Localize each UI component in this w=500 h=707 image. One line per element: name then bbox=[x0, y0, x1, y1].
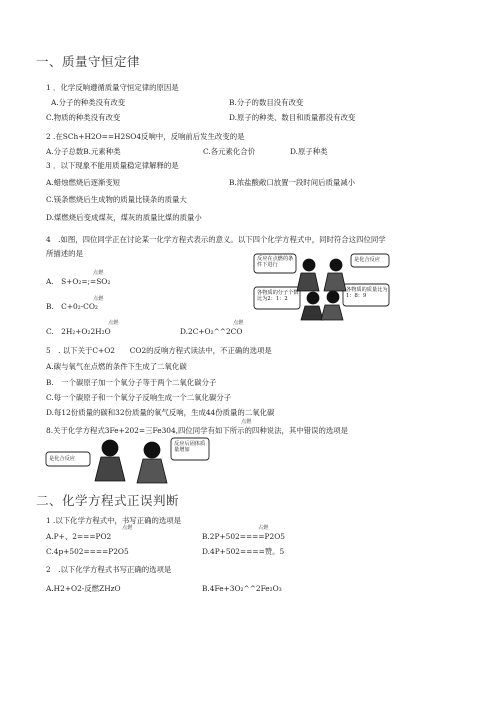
section-heading-2: 二、化学方程式正误判断 bbox=[36, 493, 180, 508]
q1-stem: 1 ．化学反响遵循质量守恒定律的原因是 bbox=[46, 83, 179, 92]
q4-a-condition: 点燃 bbox=[93, 270, 104, 276]
q4-option-a: A. S+O₂=;=SO₂ bbox=[46, 277, 111, 286]
q8-discussion-illustration bbox=[44, 436, 212, 488]
q1-option-a: A.分子的种类没有改变 bbox=[51, 98, 126, 107]
q3-option-d: D.煤燃烧后变成煤灰，煤灰的质量比煤的质量小 bbox=[46, 213, 202, 222]
bubble-combination: 是化合反应 bbox=[354, 257, 380, 263]
q3-option-b: B.浓盐酸敞口放置一段时间后质量减小 bbox=[229, 178, 356, 187]
q2-option-c: C.各元素化合价 bbox=[203, 147, 256, 156]
bubble-mass-increase: 反应后固体质量增加 bbox=[174, 441, 206, 453]
q4-stem-line2: 所描述的是 bbox=[46, 249, 83, 258]
q1-option-d: D.原子的种类、数目和质量都没有改变 bbox=[229, 113, 356, 122]
s2-q1-option-d: D.4P+502====赞。5 bbox=[202, 547, 285, 556]
s2-q2-stem: 2 .以下化学方程式书写正确的选项是 bbox=[46, 565, 172, 574]
q4-d-condition: 点燃 bbox=[233, 320, 244, 326]
s2-q1-option-b: B.2P+502====P2O5 bbox=[202, 532, 285, 541]
s2-q1-b-condition: 占燃 bbox=[258, 525, 269, 531]
q8-condition: 点燃 bbox=[241, 419, 252, 425]
s2-q1-a-condition: 点燃 bbox=[122, 525, 133, 531]
s2-q1-option-c: C.4p+502====P2O5 bbox=[46, 547, 129, 556]
q4-c-condition: 点燃 bbox=[108, 320, 119, 326]
s2-q2-option-b: B.4Fe+3O₂^^2Fe₂O₃ bbox=[202, 584, 282, 593]
s2-q2-option-a: A.H2+O2-反燃ZHzO bbox=[46, 584, 121, 593]
q5-stem: 5 . 以下关于C+O2 CO2的反响方程式读法中，不正确的选项是 bbox=[46, 346, 272, 355]
q4-discussion-illustration bbox=[251, 251, 394, 321]
q4-b-condition: 点燃 bbox=[93, 296, 104, 302]
q1-option-c: C.物质的种类没有改变 bbox=[46, 113, 121, 122]
s2-q1-option-a: A.P+、2===PO2 bbox=[46, 532, 112, 541]
q2-option-d: D.原子种类 bbox=[290, 147, 328, 156]
q5-option-b: B. 一个碳原子加一个氧分子等于两个二氧化碳分子 bbox=[46, 378, 217, 387]
q3-stem: 3 ．以下现象不能用质量稳定律解释的是 bbox=[46, 161, 179, 170]
bubble-molecule-ratio: 各物质的分子个数比为2：1：2 bbox=[257, 290, 299, 302]
q4-option-c: C. 2H₂+O₂2H₂O bbox=[46, 327, 111, 336]
q1-option-b: B.分子的数目没有改变 bbox=[229, 98, 304, 107]
bubble-combination-q8: 是化合反应 bbox=[49, 456, 75, 462]
q8-stem: 8.关于化学方程式3Fe+202=三Fe304,四位同学有如下所示的四种说法，其中错误的选项是 bbox=[46, 426, 349, 435]
q4-stem: 4 .如图，四位同学正在讨论某一化学方程式表示的意义。以下四个化学方程式中，同时符合这四位同学 bbox=[46, 235, 386, 244]
bubble-condition: 反应在点燃的条件下进行 bbox=[257, 256, 294, 268]
q5-option-c: C.每一个碳原子和一个氧分子反响生成一个二氧化碳分子 bbox=[46, 393, 232, 402]
s2-q1-stem: 1 .以下化学方程式中，书写正确的选项是 bbox=[46, 516, 182, 525]
q5-option-d: D.每12份质量的碳和32份质量的氧气反响，生成44份质量的二氧化碳 bbox=[46, 408, 275, 417]
bubble-mass-ratio: 各物质的质量比为1：8：9 bbox=[346, 287, 388, 299]
section-heading-1: 一、质量守恒定律 bbox=[36, 54, 141, 69]
q3-option-c: C.镁条燃烧后生成物的质量比镁条的质量大 bbox=[46, 195, 187, 204]
q2-option-ab: A.分子总数B.元素种类 bbox=[46, 147, 121, 156]
q2-stem: 2 .在SCh+H2O==H2SO4反响中，反响前后发生改变的是 bbox=[46, 132, 245, 141]
q3-option-a: A.蜡烛燃烧后逐渐变短 bbox=[46, 178, 121, 187]
q5-option-a: A.碳与氧气在点燃的条件下生成了二氧化碳 bbox=[46, 362, 187, 371]
q4-option-d: D.2C+O₂^^2CO bbox=[180, 327, 243, 336]
q4-option-b: B. C+0₂-CO₂ bbox=[46, 302, 98, 311]
